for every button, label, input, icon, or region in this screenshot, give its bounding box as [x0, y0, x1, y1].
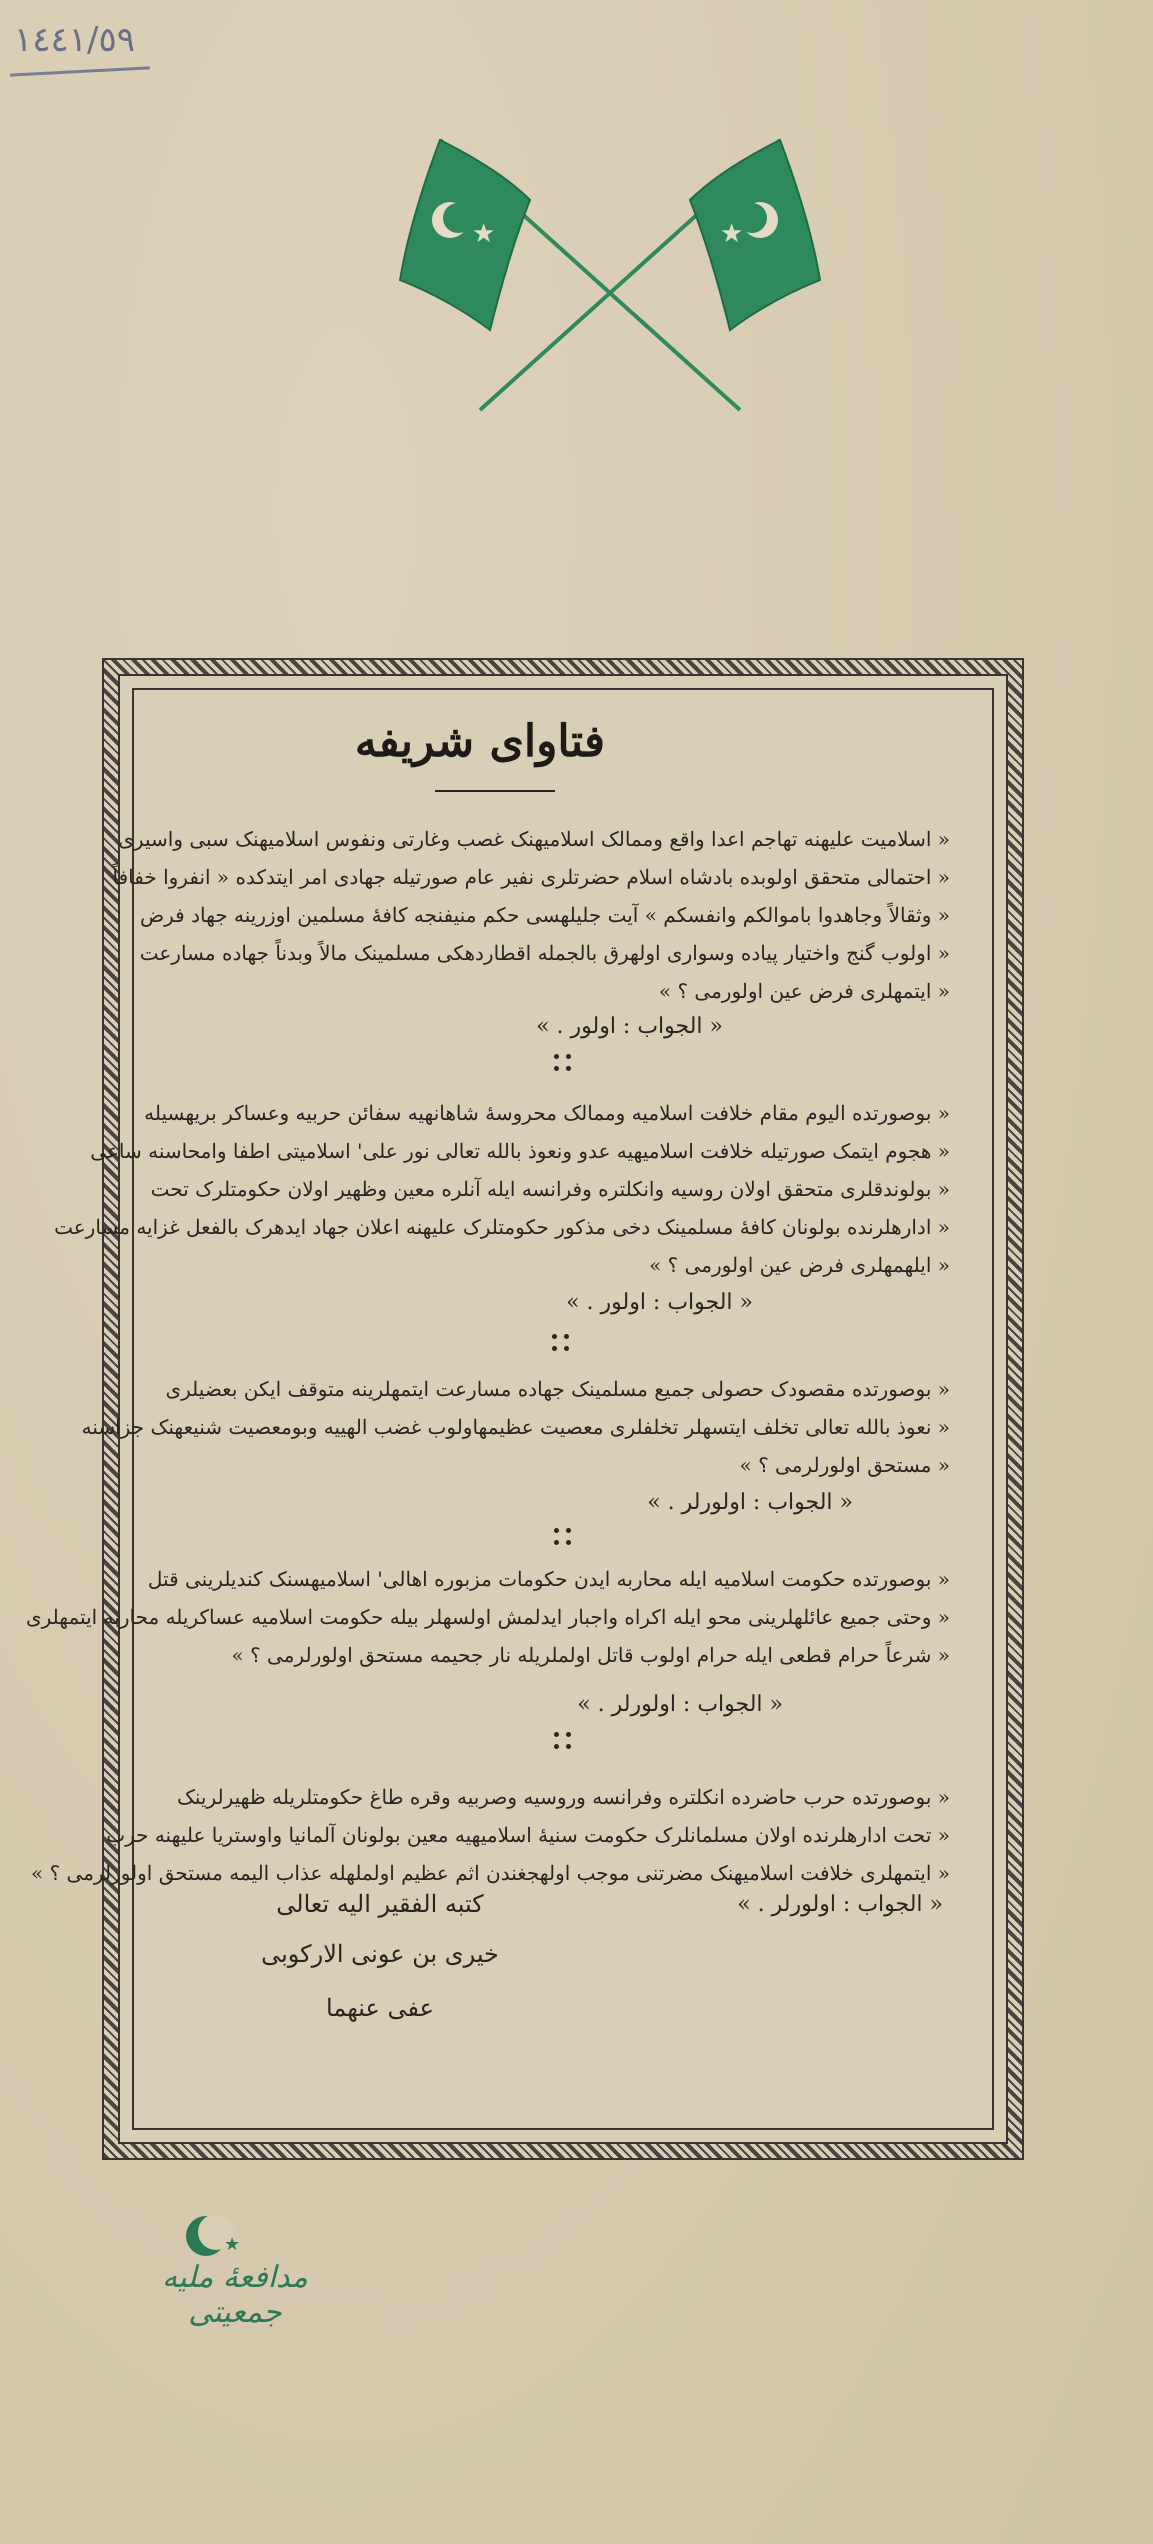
fatwa-answer-1: « الجواب : اولور . »: [536, 1014, 723, 1039]
left-flag-star: ★: [472, 219, 496, 249]
fatwa-2-line: « بولوندقلری متحقق اولان روسیه وانکلتره وفرانسه ایله آنلره معین وظهیر اولان حکومتلرک تحت: [150, 1177, 950, 1201]
signature-line-2: خیری بن عونی الارکوبی: [261, 1940, 499, 1968]
fatwa-question-5: [30, 1778, 950, 1892]
signature-line-3: عفی عنهما: [326, 1994, 434, 2022]
fatwa-4-line: « بوصورتده حکومت اسلامیه ایله محاربه ایدن حکومات مزبوره اهالی' اسلامیهسنک کندیلرینی قتل: [147, 1567, 950, 1591]
fatwa-5-line: « بوصورتده حرب حاضرده انکلتره وفرانسه وروسیه وصربیه وقره طاغ حکومتلریله ظهیرلرینک: [176, 1785, 950, 1809]
title-underline: [435, 790, 555, 792]
fatwa-answer-4: « الجواب : اولورلر . »: [577, 1692, 783, 1717]
fatwa-2-line: « ادارهلرنده بولونان کافهٔ مسلمینک دخی مذکور حکومتلرک علیهنه اعلان جهاد ایدهرک بالفعل غزایه مسارعت: [54, 1215, 950, 1239]
fatwa-1-line: « ایتمهلری فرض عین اولورمی ؟ »: [658, 979, 950, 1003]
svg-text:★: ★: [224, 2234, 241, 2255]
fatwa-question-2: [54, 1094, 950, 1284]
fatwa-2-line: « ایلهمهلری فرض عین اولورمی ؟ »: [649, 1253, 950, 1277]
fatwa-5-line: « تحت ادارهلرنده اولان مسلمانلرک حکومت سنیهٔ اسلامیهیه معین بولونان آلمانیا واوستریا علیهنه حرب: [106, 1823, 950, 1847]
fatwa-2-line: « بوصورتده الیوم مقام خلافت اسلامیه وممالک محروسهٔ شاهانهیه سفائن حربیه وعساکر بریهسیله: [144, 1101, 950, 1125]
fatwa-1-line: « اولوب گنج واختیار پیاده وسواری اولهرق بالجمله اقطاردهکی مسلمینک مالاً وبدناً جهاده مسارعت: [139, 941, 950, 965]
fatwa-5-line: « ایتمهلری خلافت اسلامیهنک مضرتنی موجب اولهجغندن اثم عظیم اولملهله عذاب الیمه مستحق اولورلرمی ؟ »: [30, 1861, 950, 1885]
section-separator-dots: [548, 1332, 578, 1362]
fatwa-question-3: [81, 1370, 950, 1484]
fatwa-1-line: « احتمالی متحقق اولوبده بادشاه اسلام حضرتلری نفیر عام صورتیله جهادی امر ایتدکده « انفروا خفافاً: [112, 865, 950, 889]
fatwa-answer-3: « الجواب : اولورلر . »: [647, 1490, 853, 1515]
fatwa-answer-5: « الجواب : اولورلر . »: [737, 1892, 943, 1917]
document-title: فتاوای شریفه: [354, 716, 606, 767]
fatwa-2-line: « هجوم ایتمک صورتیله خلافت اسلامیهیه عدو ونعوذ بالله تعالی نور علی' اسلامیتی اطفا وامحاسنه ساعی: [90, 1139, 950, 1163]
section-separator-dots: [550, 1730, 580, 1760]
fatwa-question-1: [112, 820, 950, 1010]
fatwa-1-line: « وثقالاً وجاهدوا باموالکم وانفسکم » آیت جلیلهسی حکم منیفنجه کافهٔ مسلمین اوزرینه جهاد فرض: [139, 903, 950, 927]
fatwa-3-line: « مستحق اولورلرمی ؟ »: [739, 1453, 950, 1477]
right-flag-star: ★: [720, 219, 744, 249]
section-separator-dots: [550, 1052, 580, 1082]
archive-reference-mark: ١٤٤١/٥٩: [14, 20, 136, 60]
fatwa-3-line: « نعوذ بالله تعالی تخلف ایتسهلر تخلفلری معصیت عظیمهاولوب غضب الهییه وبومعصیت شنیعهنک جزاسنه: [81, 1415, 950, 1439]
society-seal-text: مدافعهٔ ملیه جمعیتی: [162, 2260, 308, 2330]
fatwa-4-line: « وحتی جمیع عائلهلرینی محو ایله اکراه واجبار ایدلمش اولسهلر بیله حکومت اسلامیه عساکریله محاربه ایتمهلری: [25, 1605, 950, 1629]
section-separator-dots: [550, 1526, 580, 1556]
fatwa-3-line: « بوصورتده مقصودک حصولی جمیع مسلمینک جهاده مسارعت ایتمهلرینه متوقف ایکن بعضیلری: [165, 1377, 950, 1401]
crossed-flags-emblem: [380, 130, 840, 430]
fatwa-question-4: [25, 1560, 950, 1674]
left-flag: [400, 140, 530, 330]
fatwa-4-line: « شرعاً حرام قطعی ایله حرام اولوب قاتل اولملریله نار جحیمه مستحق اولورلرمی ؟ »: [231, 1643, 950, 1667]
signature-line-1: کتبه الفقیر الیه تعالی: [276, 1890, 484, 1918]
fatwa-answer-2: « الجواب : اولور . »: [566, 1290, 753, 1315]
fatwa-1-line: « اسلامیت علیهنه تهاجم اعدا واقع وممالک اسلامیهنک غصب وغارتی ونفوس اسلامیهنک سبی واسیری: [118, 827, 950, 851]
